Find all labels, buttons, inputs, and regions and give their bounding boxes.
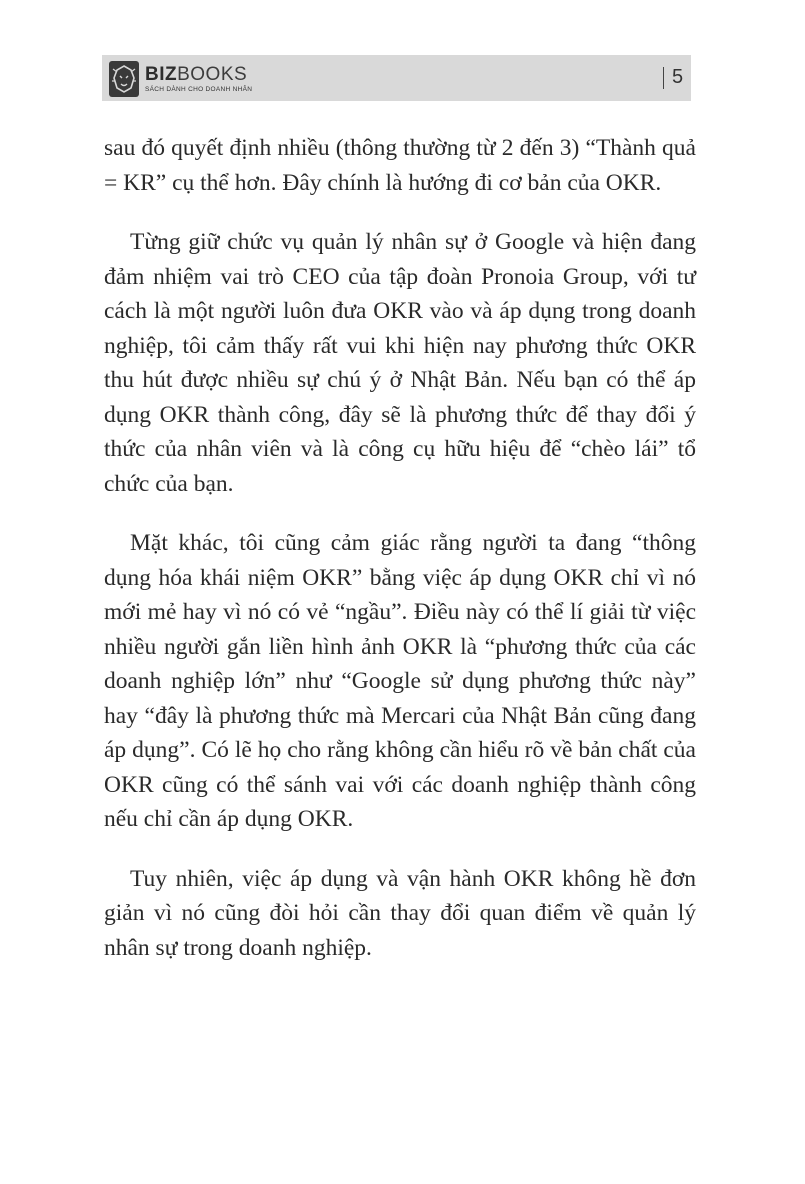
paragraph: sau đó quyết định nhiều (thông thường từ 2 đến 3) “Thành quả = KR” cụ thể hơn. Đây chính là hướng đi cơ bản của OKR. — [104, 135, 696, 196]
bizbooks-logo — [109, 60, 252, 98]
paragraph: Mặt khác, tôi cũng cảm giác rằng người ta đang “thông dụng hóa khái niệm OKR” bằng việc áp dụng OKR chỉ vì nó mới mẻ hay vì nó có vẻ “ngầu”. Điều này có thể lí giải từ việc nhiều người gắn liền hình ảnh OKR là “phương thức của các doanh nghiệp lớn” như “Google sử dụng phương thức này” hay “đây là phương thức mà Mercari của Nhật Bản cũng đang áp dụng”. Có lẽ họ cho rằng không cần hiểu rõ về bản chất của OKR cũng có thể sánh vai với các doanh nghiệp thành công nếu chỉ cần áp dụng OKR. — [104, 530, 696, 832]
lion-head-icon — [109, 61, 139, 97]
brand-tagline: SÁCH DÀNH CHO DOANH NHÂN — [145, 85, 253, 93]
page-number — [663, 66, 683, 89]
brand-name: BIZBOOKS — [145, 63, 248, 85]
page-number-divider — [663, 67, 664, 89]
paragraph: Tuy nhiên, việc áp dụng và vận hành OKR không hề đơn giản vì nó cũng đòi hỏi cần thay đổi quan điểm về quản lý nhân sự trong doanh nghiệp. — [104, 865, 696, 961]
page-number-value: 5 — [672, 66, 684, 88]
body-text — [104, 131, 696, 990]
paragraph: Từng giữ chức vụ quản lý nhân sự ở Google và hiện đang đảm nhiệm vai trò CEO của tập đoàn Pronoia Group, với tư cách là một người luôn đưa OKR vào và áp dụng trong doanh nghiệp, tôi cảm thấy rất vui khi hiện nay phương thức OKR thu hút được nhiều sự chú ý ở Nhật Bản. Nếu bạn có thể áp dụng OKR thành công, đây sẽ là phương thức để thay đổi ý thức của nhân viên và là công cụ hữu hiệu để “chèo lái” tổ chức của bạn. — [104, 229, 696, 497]
